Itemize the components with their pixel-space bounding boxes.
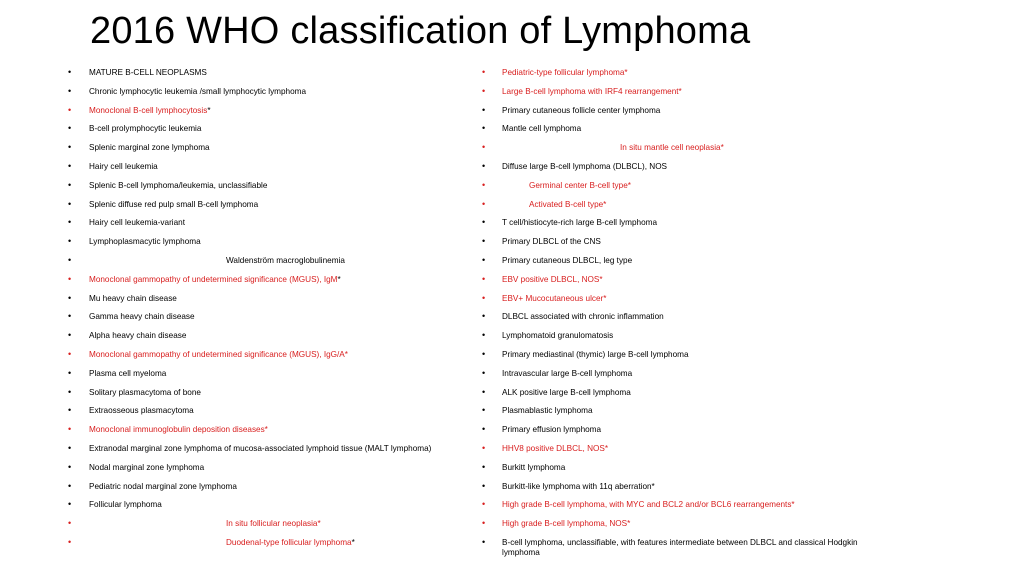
- bullet-icon: •: [482, 217, 486, 228]
- bullet-icon: •: [68, 142, 72, 153]
- bullet-icon: •: [68, 217, 72, 228]
- bullet-icon: •: [482, 311, 486, 322]
- list-item-text: Extranodal marginal zone lymphoma of mucosa-associated lymphoid tissue (MALT lymphoma): [89, 444, 432, 453]
- list-item-text: Monoclonal immunoglobulin deposition diseases*: [89, 425, 268, 435]
- list-item-text: Alpha heavy chain disease: [89, 331, 187, 341]
- list-item-text: Primary effusion lymphoma: [502, 425, 602, 435]
- bullet-icon: •: [68, 386, 72, 397]
- bullet-icon: •: [482, 443, 486, 453]
- list-item-text: Follicular lymphoma: [89, 500, 162, 510]
- list-item-text: High grade B-cell lymphoma, NOS*: [502, 519, 631, 529]
- list-item-text: High grade B-cell lymphoma, with MYC and BCL2 and/or BCL6 rearrangements*: [502, 500, 795, 510]
- list-item-text: EBV+ Mucocutaneous ulcer*: [502, 293, 607, 303]
- bullet-icon: •: [68, 255, 72, 265]
- bullet-icon: •: [482, 142, 486, 153]
- list-item-text: DLBCL associated with chronic inflammation: [502, 312, 664, 322]
- list-item-text: Solitary plasmacytoma of bone: [89, 387, 201, 397]
- bullet-icon: •: [482, 123, 486, 134]
- list-item-text: Activated B-cell type*: [529, 199, 607, 209]
- bullet-icon: •: [68, 198, 72, 209]
- list-item-text: Burkitt-like lymphoma with 11q aberration*: [502, 481, 655, 491]
- list-item-text: Lymphomatoid granulomatosis: [502, 331, 614, 341]
- bullet-icon: •: [68, 405, 72, 416]
- bullet-icon: •: [482, 518, 486, 529]
- list-item-text: Hairy cell leukemia-variant: [89, 218, 186, 228]
- bullet-icon: •: [68, 461, 72, 472]
- list-item-text: Gamma heavy chain disease: [89, 312, 195, 322]
- bullet-icon: •: [68, 161, 72, 171]
- bullet-icon: •: [482, 85, 486, 96]
- list-item-text: Duodenal-type follicular lymphoma*: [226, 538, 355, 547]
- list-item-text: Nodal marginal zone lymphoma: [89, 462, 205, 472]
- bullet-icon: •: [482, 367, 486, 378]
- bullet-icon: •: [68, 123, 72, 134]
- list-item-text: Splenic B-cell lymphoma/leukemia, unclassifiable: [89, 180, 268, 190]
- list-item-text: Extraosseous plasmacytoma: [89, 406, 194, 416]
- bullet-icon: •: [482, 198, 486, 209]
- bullet-icon: •: [68, 236, 72, 247]
- bullet-icon: •: [68, 292, 72, 303]
- list-item-text: Plasmablastic lymphoma: [502, 406, 593, 416]
- bullet-icon: •: [482, 292, 486, 303]
- bullet-icon: •: [68, 104, 72, 115]
- bullet-icon: •: [482, 236, 486, 247]
- list-item-text: Splenic marginal zone lymphoma: [89, 143, 210, 153]
- bullet-icon: •: [68, 330, 72, 341]
- bullet-icon: •: [482, 461, 486, 472]
- list-item-text: Waldenström macroglobulinemia: [226, 256, 345, 265]
- bullet-icon: •: [482, 104, 486, 115]
- list-item-text: Primary mediastinal (thymic) large B-cell lymphoma: [502, 350, 689, 359]
- list-item-text: Mu heavy chain disease: [89, 293, 177, 303]
- bullet-icon: •: [68, 424, 72, 435]
- bullet-icon: •: [482, 537, 486, 547]
- bullet-icon: •: [68, 537, 72, 547]
- list-item-text: Plasma cell myeloma: [89, 368, 167, 378]
- list-item-text: Hairy cell leukemia: [89, 162, 158, 171]
- bullet-icon: •: [68, 443, 72, 453]
- bullet-icon: •: [68, 480, 72, 491]
- bullet-icon: •: [482, 386, 486, 397]
- list-item-text: T cell/histiocyte-rich large B-cell lymphoma: [502, 218, 658, 228]
- bullet-icon: •: [68, 367, 72, 378]
- bullet-icon: •: [68, 518, 72, 529]
- list-item-text: MATURE B-CELL NEOPLASMS: [89, 68, 207, 77]
- list-item-text: Pediatric-type follicular lymphoma*: [502, 68, 628, 77]
- list-item-text: Primary DLBCL of the CNS: [502, 237, 601, 247]
- list-item-text: EBV positive DLBCL, NOS*: [502, 274, 603, 284]
- list-item-text: ALK positive large B-cell lymphoma: [502, 387, 631, 397]
- list-item-text: In situ follicular neoplasia*: [226, 519, 321, 529]
- bullet-icon: •: [482, 405, 486, 416]
- bullet-icon: •: [68, 85, 72, 96]
- list-item-text: Splenic diffuse red pulp small B-cell lymphoma: [89, 199, 259, 209]
- list-item-text: Intravascular large B-cell lymphoma: [502, 368, 633, 378]
- bullet-icon: •: [68, 499, 72, 510]
- list-item-text: Mantle cell lymphoma: [502, 124, 582, 134]
- bullet-icon: •: [482, 179, 486, 190]
- list-item-text: In situ mantle cell neoplasia*: [620, 143, 724, 153]
- bullet-icon: •: [68, 67, 72, 77]
- list-item-text: B-cell lymphoma, unclassifiable, with features intermediate between DLBCL and classical Hodgkin lymphoma: [502, 538, 858, 557]
- list-item-text: HHV8 positive DLBCL, NOS*: [502, 444, 609, 453]
- bullet-icon: •: [482, 480, 486, 491]
- list-item-text: Burkitt lymphoma: [502, 462, 566, 472]
- bullet-icon: •: [68, 273, 72, 284]
- bullet-icon: •: [482, 330, 486, 341]
- list-item-text: Monoclonal gammopathy of undetermined significance (MGUS), IgM*: [89, 274, 341, 284]
- list-item-text: Primary cutaneous DLBCL, leg type: [502, 256, 633, 265]
- slide-title: 2016 WHO classification of Lymphoma: [90, 10, 751, 52]
- bullet-icon: •: [68, 179, 72, 190]
- list-item-text: Large B-cell lymphoma with IRF4 rearrangement*: [502, 86, 682, 96]
- bullet-icon: •: [482, 255, 486, 265]
- list-item-text: Diffuse large B-cell lymphoma (DLBCL), NOS: [502, 162, 668, 171]
- list-item-text: B-cell prolymphocytic leukemia: [89, 124, 202, 134]
- list-item-text: Pediatric nodal marginal zone lymphoma: [89, 481, 237, 491]
- list-item-text: Primary cutaneous follicle center lymphoma: [502, 105, 661, 115]
- bullet-icon: •: [482, 67, 486, 77]
- list-item-text: Germinal center B-cell type*: [529, 180, 631, 190]
- list-item-text: Monoclonal B-cell lymphocytosis*: [89, 105, 211, 115]
- list-item-text: Monoclonal gammopathy of undetermined significance (MGUS), IgG/A*: [89, 350, 348, 359]
- bullet-icon: •: [482, 349, 486, 359]
- list-item-text: Chronic lymphocytic leukemia /small lymphocytic lymphoma: [89, 86, 307, 96]
- bullet-icon: •: [482, 424, 486, 435]
- bullet-icon: •: [482, 499, 486, 510]
- bullet-icon: •: [68, 311, 72, 322]
- list-item-text: Lymphoplasmacytic lymphoma: [89, 237, 201, 247]
- bullet-icon: •: [482, 273, 486, 284]
- bullet-icon: •: [482, 161, 486, 171]
- bullet-icon: •: [68, 349, 72, 359]
